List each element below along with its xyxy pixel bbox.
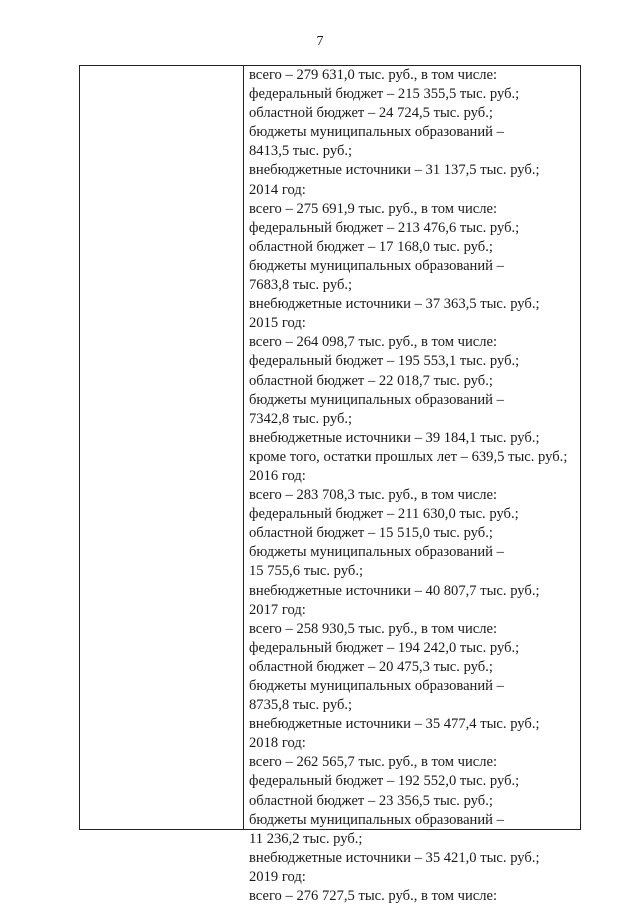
- text-line: бюджеты муниципальных образований –: [249, 257, 504, 274]
- text-line: 15 755,6 тыс. руб.;: [249, 563, 364, 580]
- text-line: 8413,5 тыс. руб.;: [249, 143, 353, 160]
- text-line: 8735,8 тыс. руб.;: [249, 697, 353, 714]
- page-number: 7: [316, 34, 324, 49]
- text-line: бюджеты муниципальных образований –: [249, 811, 504, 828]
- text-line: областной бюджет – 15 515,0 тыс. руб.;: [249, 525, 493, 542]
- text-line: всего – 258 930,5 тыс. руб., в том числе:: [249, 620, 498, 637]
- text-line: внебюджетные источники – 37 363,5 тыс. руб.;: [249, 296, 540, 313]
- text-line: федеральный бюджет – 195 553,1 тыс. руб.;: [249, 353, 520, 370]
- text-line: областной бюджет – 20 475,3 тыс. руб.;: [249, 658, 493, 675]
- text-line: внебюджетные источники – 35 477,4 тыс. руб.;: [249, 716, 540, 733]
- year-heading: 2014 год:: [249, 181, 306, 198]
- text-line: всего – 264 098,7 тыс. руб., в том числе:: [249, 334, 498, 351]
- text-line: внебюджетные источники – 35 421,0 тыс. руб.;: [249, 849, 540, 866]
- year-heading: 2018 год:: [249, 735, 306, 752]
- text-line: бюджеты муниципальных образований –: [249, 544, 504, 561]
- table-column-divider: [243, 66, 244, 829]
- text-line: областной бюджет – 17 168,0 тыс. руб.;: [249, 238, 493, 255]
- text-line: федеральный бюджет – 192 552,0 тыс. руб.;: [249, 773, 520, 790]
- text-line: внебюджетные источники – 39 184,1 тыс. руб.;: [249, 429, 540, 446]
- text-line: всего – 276 727,5 тыс. руб., в том числе:: [249, 888, 498, 905]
- text-line: областной бюджет – 24 724,5 тыс. руб.;: [249, 105, 493, 122]
- text-line: 11 236,2 тыс. руб.;: [249, 830, 363, 847]
- text-line: бюджеты муниципальных образований –: [249, 391, 504, 408]
- text-line: федеральный бюджет – 211 630,0 тыс. руб.;: [249, 506, 519, 523]
- text-line: бюджеты муниципальных образований –: [249, 124, 504, 141]
- text-line: 7342,8 тыс. руб.;: [249, 410, 353, 427]
- year-heading: 2016 год:: [249, 467, 306, 484]
- text-line: областной бюджет – 22 018,7 тыс. руб.;: [249, 372, 493, 389]
- text-line: кроме того, остатки прошлых лет – 639,5 тыс. руб.;: [249, 448, 568, 465]
- year-heading: 2015 год:: [249, 315, 306, 332]
- text-line: федеральный бюджет – 215 355,5 тыс. руб.;: [249, 86, 520, 103]
- year-heading: 2019 год:: [249, 868, 306, 885]
- text-line: федеральный бюджет – 213 476,6 тыс. руб.;: [249, 219, 520, 236]
- year-heading: 2017 год:: [249, 601, 306, 618]
- funding-table: [79, 65, 581, 905]
- text-line: областной бюджет – 23 356,5 тыс. руб.;: [249, 792, 493, 809]
- text-line: федеральный бюджет – 194 242,0 тыс. руб.;: [249, 639, 520, 656]
- text-line: всего – 262 565,7 тыс. руб., в том числе:: [249, 754, 498, 771]
- text-line: всего – 283 708,3 тыс. руб., в том числе:: [249, 487, 498, 504]
- text-line: всего – 279 631,0 тыс. руб., в том числе:: [249, 67, 498, 83]
- text-line: бюджеты муниципальных образований –: [249, 678, 504, 694]
- table-right-cell: [249, 66, 578, 906]
- table-left-cell: [80, 66, 243, 829]
- text-line: внебюджетные источники – 31 137,5 тыс. руб.;: [249, 162, 540, 179]
- text-line: 7683,8 тыс. руб.;: [249, 277, 353, 294]
- text-line: внебюджетные источники – 40 807,7 тыс. руб.;: [249, 582, 540, 599]
- text-line: всего – 275 691,9 тыс. руб., в том числе:: [249, 200, 498, 217]
